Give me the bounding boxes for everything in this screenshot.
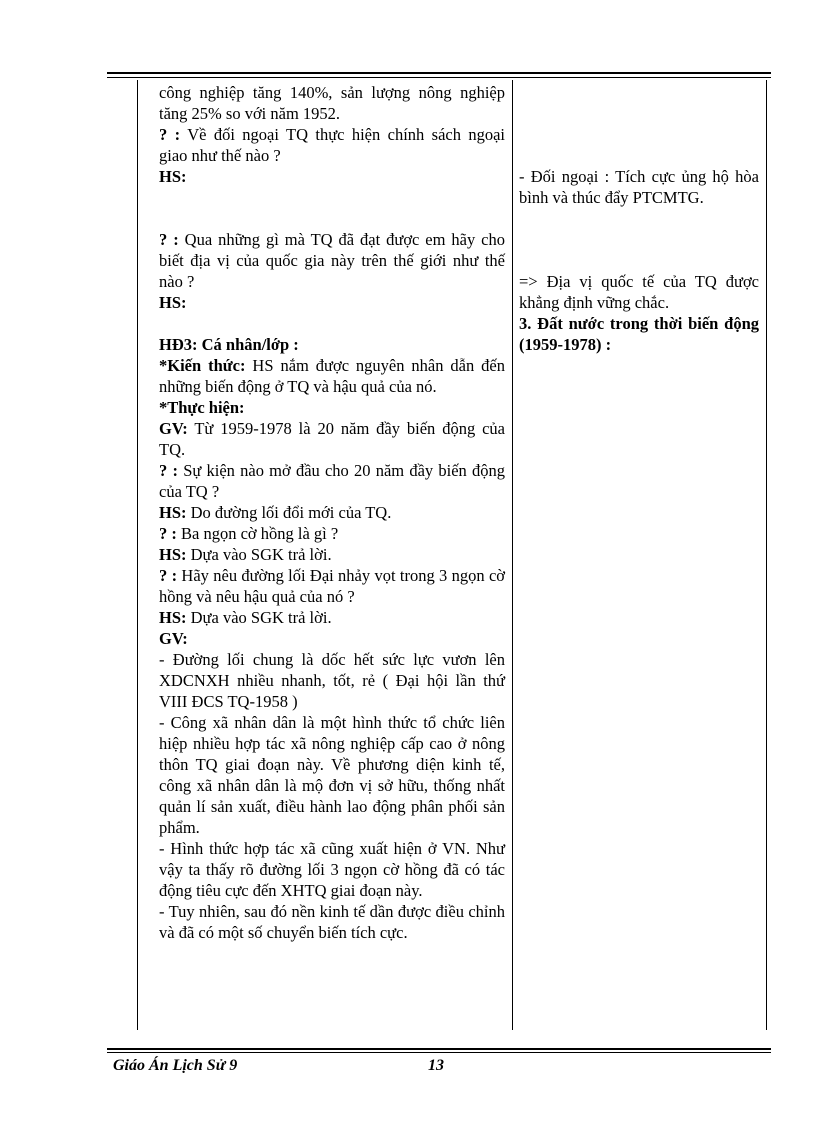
teacher-paragraph: - Công xã nhân dân là một hình thức tổ chức liên hiệp nhiều hợp tác xã nông nghiệp cấp cao ở nông thôn TQ giai đoạn này. Về phương diện kinh tế, công xã nhân dân là mộ đơn vị sở hữu, thống nhất quản lí sản xuất, điều hành lao động phân phối sản phẩm. [159,713,505,837]
teacher-paragraph: - Tuy nhiên, sau đó nền kinh tế dần được điều chỉnh và đã có một số chuyển biến tích cực. [159,902,505,942]
section-heading: 3. Đất nước trong thời biến động (1959-1978) : [519,314,759,354]
footer-title: Giáo Án Lịch Sử 9 [113,1057,238,1074]
teacher-paragraph: - Hình thức hợp tác xã cũng xuất hiện ở VN. Như vậy ta thấy rõ đường lối 3 ngọn cờ hồng đã có tác động tiêu cực đến XHTQ giai đoạn này. [159,839,505,900]
table-border-right [766,80,767,1030]
growth-text: công nghiệp tăng 140%, sản lượng nông nghiệp tăng 25% so với năm 1952. [159,83,505,123]
teacher-paragraph: - Đường lối chung là dốc hết sức lực vươn lên XDCNXH nhiều nhanh, tốt, rẻ ( Đại hội lần thứ VIII ĐCS TQ-1958 ) [159,650,505,711]
teacher-label: GV: [159,629,188,648]
international-position: => Địa vị quốc tế của TQ được khẳng định vững chắc. [519,272,759,312]
bottom-rule-thick [107,1048,771,1050]
content-column [519,166,759,355]
table-border-mid [512,80,513,1030]
foreign-policy-summary: - Đối ngoại : Tích cực ủng hộ hòa bình và thúc đẩy PTCMTG. [519,167,759,207]
question-position: ? : Qua những gì mà TQ đã đạt được em hãy cho biết địa vị của quốc gia này trên thế giới như thế nào ? [159,230,506,291]
activity-heading: HĐ3: Cá nhân/lớp : [159,335,299,354]
page-number: 13 [428,1057,444,1074]
implementation-label: *Thực hiện: [159,398,245,417]
top-rule-thin [107,77,771,78]
knowledge-objective: *Kiến thức: HS nắm được nguyên nhân dẫn đến những biến động ở TQ và hậu quả của nó. [159,356,506,396]
question-great-leap: ? : Hãy nêu đường lối Đại nhảy vọt trong 3 ngọn cờ hồng và nêu hậu quả của nó ? [159,566,506,606]
student-answer-label: HS: [159,293,187,312]
table-border-left [137,80,138,1030]
question-foreign-policy: ? : Về đối ngoại TQ thực hiện chính sách ngoại giao như thế nào ? [159,125,505,165]
teacher-note: GV: Từ 1959-1978 là 20 năm đầy biến động của TQ. [159,419,505,459]
activity-column [159,82,505,943]
student-answer: HS: Dựa vào SGK trả lời. [159,608,332,627]
question-three-red-flags: ? : Ba ngọn cờ hồng là gì ? [159,524,339,543]
question-start-event: ? : Sự kiện nào mở đầu cho 20 năm đầy biến động của TQ ? [159,461,506,501]
student-answer-label: HS: [159,167,187,186]
top-rule-thick [107,72,771,74]
student-answer: HS: Do đường lối đổi mới của TQ. [159,503,392,522]
student-answer: HS: Dựa vào SGK trả lời. [159,545,332,564]
bottom-rule-thin [107,1052,771,1053]
